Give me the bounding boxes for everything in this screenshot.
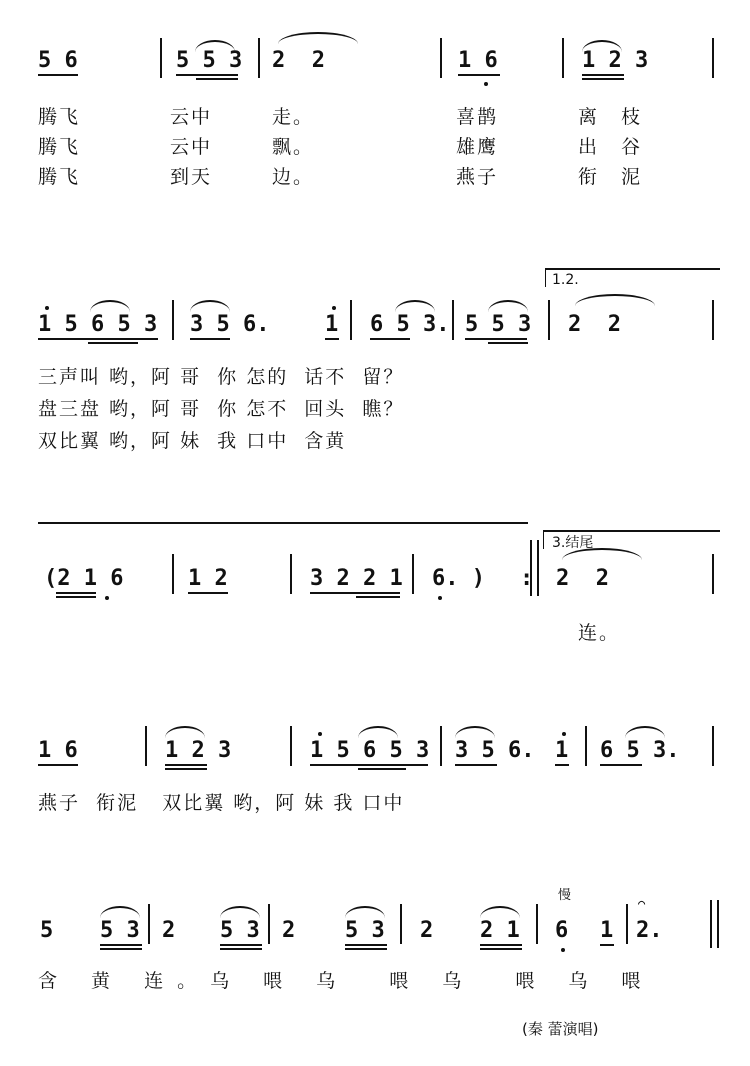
s1-lyric-2e: 出谷 <box>578 136 665 158</box>
s3-measure-4: 6. ) <box>432 566 485 591</box>
final-barline <box>710 900 719 948</box>
barline <box>712 554 714 594</box>
octave-dot <box>484 82 488 86</box>
s1-lyric-3a: 腾飞 <box>38 166 81 188</box>
octave-dot <box>45 306 49 310</box>
octave-dot <box>332 306 336 310</box>
s1-measure-3: 2 2 <box>272 48 325 73</box>
s5-note-2: 5 3 <box>100 918 140 943</box>
underline <box>56 596 96 598</box>
underline <box>555 764 569 766</box>
underline <box>345 948 387 950</box>
underline <box>345 944 387 946</box>
s5-note-7: 2 <box>420 918 434 943</box>
s1-lyric-1c: 走。 <box>272 106 315 128</box>
s2-measure-2: 3 5 6. <box>190 312 270 337</box>
underline <box>356 596 400 598</box>
octave-dot <box>105 596 109 600</box>
s1-lyric-3d: 燕子 <box>456 166 499 188</box>
s4-measure-4: 3 5 6. <box>455 738 535 763</box>
underline <box>370 338 410 340</box>
s4-measure-1: 1 6 <box>38 738 78 763</box>
barline <box>548 300 550 340</box>
s5-note-1: 5 <box>40 918 54 943</box>
slur <box>195 40 235 52</box>
slur <box>90 300 130 312</box>
s2-measure-4: 5 5 3 <box>465 312 532 337</box>
octave-dot <box>318 732 322 736</box>
barline <box>172 554 174 594</box>
barline <box>350 300 352 340</box>
underline <box>358 768 406 770</box>
barline <box>712 38 714 78</box>
barline <box>452 300 454 340</box>
underline <box>480 948 522 950</box>
s3-measure-5: 2 2 <box>556 566 609 591</box>
slur <box>165 726 205 738</box>
s5-note-3: 2 <box>162 918 176 943</box>
s4-measure-3: 1 5 6 5 3 <box>310 738 430 763</box>
s1-measure-1: 5 6 <box>38 48 78 73</box>
barline <box>258 38 260 78</box>
underline <box>220 948 262 950</box>
s1-lyric-1b: 云中 <box>170 106 213 128</box>
underline <box>100 948 142 950</box>
tempo-marking: 慢 <box>558 888 572 903</box>
slur <box>358 726 398 738</box>
s3-lyric: 连。 <box>578 622 621 644</box>
slur <box>278 32 358 44</box>
underline <box>325 338 339 340</box>
barline <box>145 726 147 766</box>
volta-bracket <box>545 268 546 287</box>
barline <box>440 726 442 766</box>
s3-measure-1: (2 1 6 <box>44 566 124 591</box>
underline <box>310 592 400 594</box>
s2-lyric-2: 盘三盘 哟，阿 哥 你 怎不 回头 瞧？ <box>38 398 405 420</box>
underline <box>455 764 497 766</box>
underline <box>465 338 527 340</box>
slur <box>395 300 435 312</box>
s5-note-9: 6 <box>555 918 569 943</box>
repeat-barline <box>530 540 539 596</box>
s1-lyric-2c: 飘。 <box>272 136 315 158</box>
s5-note-5: 2 <box>282 918 296 943</box>
s2-measure-5: 2 2 <box>568 312 621 337</box>
underline <box>310 764 428 766</box>
underline <box>38 74 78 76</box>
underline <box>600 764 642 766</box>
underline <box>458 74 500 76</box>
s4-measure-2: 1 2 3 <box>165 738 232 763</box>
s4-lyric: 燕子 衔泥 双比翼 哟，阿 妹 我 口中 <box>38 792 405 814</box>
s2-measure-3: 6 5 3. <box>370 312 450 337</box>
volta-top-line <box>545 268 720 270</box>
s5-note-8: 2 1 <box>480 918 520 943</box>
s3-measure-2: 1 2 <box>188 566 228 591</box>
s1-lyric-3e: 衔泥 <box>578 166 665 188</box>
underline <box>38 764 78 766</box>
s1-lyric-2a: 腾飞 <box>38 136 81 158</box>
s2-lyric-3: 双比翼 哟，阿 妹 我 口中 含黄 <box>38 430 347 452</box>
underline <box>480 944 522 946</box>
barline <box>290 554 292 594</box>
underline <box>165 764 207 766</box>
underline <box>600 944 614 946</box>
underline <box>38 338 158 340</box>
barline <box>160 38 162 78</box>
underline <box>188 592 228 594</box>
underline <box>582 74 624 76</box>
barline <box>712 300 714 340</box>
s1-lyric-1e: 离枝 <box>578 106 665 128</box>
barline <box>412 554 414 594</box>
volta-label-1-2: 1.2. <box>552 272 579 288</box>
underline <box>56 592 96 594</box>
barline <box>268 904 270 944</box>
barline <box>712 726 714 766</box>
octave-dot <box>438 596 442 600</box>
s1-lyric-1d: 喜鹊 <box>456 106 499 128</box>
barline <box>536 904 538 944</box>
s1-lyric-3b: 到天 <box>170 166 213 188</box>
slur <box>100 906 140 918</box>
slur <box>575 294 655 306</box>
slur <box>220 906 260 918</box>
barline <box>400 904 402 944</box>
slur <box>455 726 495 738</box>
barline <box>626 904 628 944</box>
performer-credit: (秦 蕾演唱) <box>522 1020 599 1038</box>
s4-measure-4b: 1 <box>555 738 569 763</box>
volta-label-3-ending: 3.结尾 <box>552 535 594 551</box>
slur <box>582 40 622 52</box>
underline <box>176 74 238 76</box>
barline <box>440 38 442 78</box>
s1-lyric-3c: 边。 <box>272 166 315 188</box>
s5-lyric: 含 黄 连。乌 喂 乌 喂 乌 喂 乌 喂 <box>38 970 655 992</box>
s5-note-10: 1 <box>600 918 614 943</box>
underline <box>190 338 230 340</box>
octave-dot <box>562 732 566 736</box>
slur <box>190 300 230 312</box>
s5-note-4: 5 3 <box>220 918 260 943</box>
s1-measure-4: 1 6 <box>458 48 498 73</box>
s1-lyric-2d: 雄鹰 <box>456 136 499 158</box>
s5-note-11: 2. <box>636 918 663 943</box>
underline <box>582 78 624 80</box>
underline <box>488 342 528 344</box>
s1-measure-5: 1 2 3 <box>582 48 649 73</box>
barline <box>290 726 292 766</box>
s1-lyric-1a: 腾飞 <box>38 106 81 128</box>
barline <box>172 300 174 340</box>
s5-note-6: 5 3 <box>345 918 385 943</box>
s3-measure-3: 3 2 2 1 <box>310 566 403 591</box>
s2-measure-2b: 1 <box>325 312 339 337</box>
slur <box>625 726 665 738</box>
underline <box>220 944 262 946</box>
s1-lyric-2b: 云中 <box>170 136 213 158</box>
volta-bracket <box>543 530 544 549</box>
barline <box>562 38 564 78</box>
slur <box>345 906 385 918</box>
fermata-icon: ⌒ <box>638 896 646 910</box>
staff-top-line <box>38 522 528 524</box>
underline <box>165 768 207 770</box>
s4-measure-5: 6 5 3. <box>600 738 680 763</box>
s2-lyric-1: 三声叫 哟，阿 哥 你 怎的 话不 留？ <box>38 366 405 388</box>
underline <box>196 78 238 80</box>
slur <box>480 906 520 918</box>
barline <box>585 726 587 766</box>
repeat-sign: : <box>520 566 534 591</box>
underline <box>100 944 142 946</box>
slur <box>488 300 528 312</box>
s1-measure-2: 5 5 3 <box>176 48 243 73</box>
octave-dot <box>561 948 565 952</box>
underline <box>88 342 138 344</box>
barline <box>148 904 150 944</box>
s2-measure-1: 1 5 6 5 3 <box>38 312 158 337</box>
